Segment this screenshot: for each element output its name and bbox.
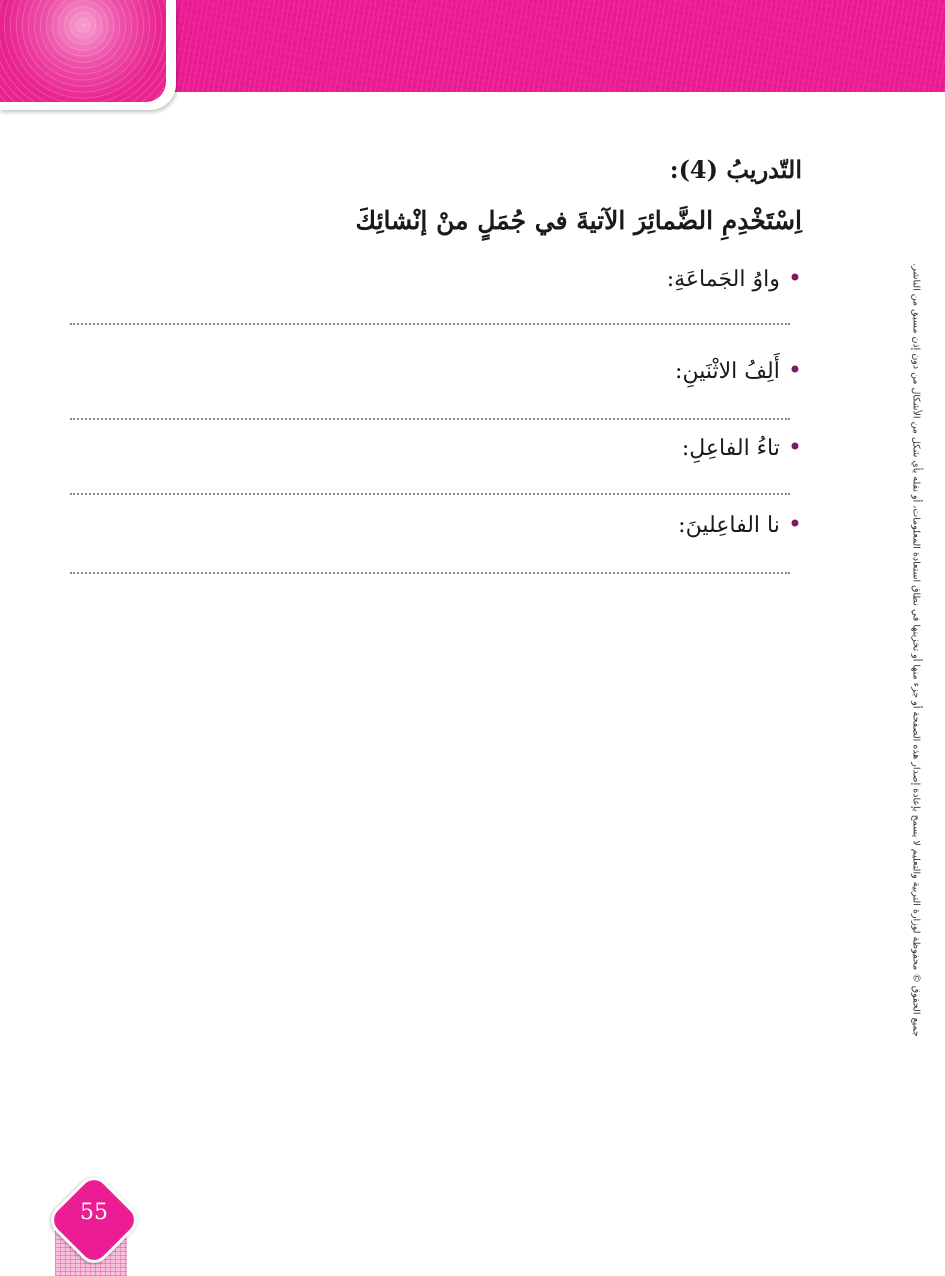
corner-decoration xyxy=(0,0,176,110)
answer-line[interactable] xyxy=(70,493,790,495)
list-item xyxy=(682,433,802,461)
bullet-icon: • xyxy=(787,433,802,461)
answer-line[interactable] xyxy=(70,418,790,420)
bullet-icon: • xyxy=(787,264,802,292)
answer-line[interactable] xyxy=(70,572,790,574)
bullet-icon: • xyxy=(787,510,802,538)
item-label: تاءُ الفاعِلِ: xyxy=(681,436,780,461)
answer-line[interactable] xyxy=(70,323,790,325)
exercise-instruction: اِسْتَخْدِمِ الضَّمائِرَ الآتيةَ في جُمَلٍ منْ إنْشائِكَ xyxy=(355,206,802,235)
list-item xyxy=(678,510,802,538)
item-label: واوُ الجَماعَةِ: xyxy=(666,267,780,292)
copyright-text: جميع الحقوق © محفوظة لوزارة التربية والتعليم لا يسمح بإعادة إصدار هذه الصفحة أو جزء منها أو تخزينها في نطاق استعادة المعلومات، أو نقله بأي شكل من الأشكال من دون إذن مسبق من الناشر. xyxy=(910,263,922,1037)
page-number: 55 xyxy=(80,1200,108,1225)
bullet-icon: • xyxy=(787,356,802,384)
copyright-note xyxy=(906,263,926,1037)
list-item xyxy=(675,356,802,384)
item-label: أَلِفُ الاثْنَينِ: xyxy=(675,359,780,384)
exercise-title: التّدريبُ (4): xyxy=(669,155,802,184)
item-label: نا الفاعِلينَ: xyxy=(678,513,780,538)
list-item xyxy=(667,264,802,292)
corner-pattern xyxy=(0,0,166,102)
